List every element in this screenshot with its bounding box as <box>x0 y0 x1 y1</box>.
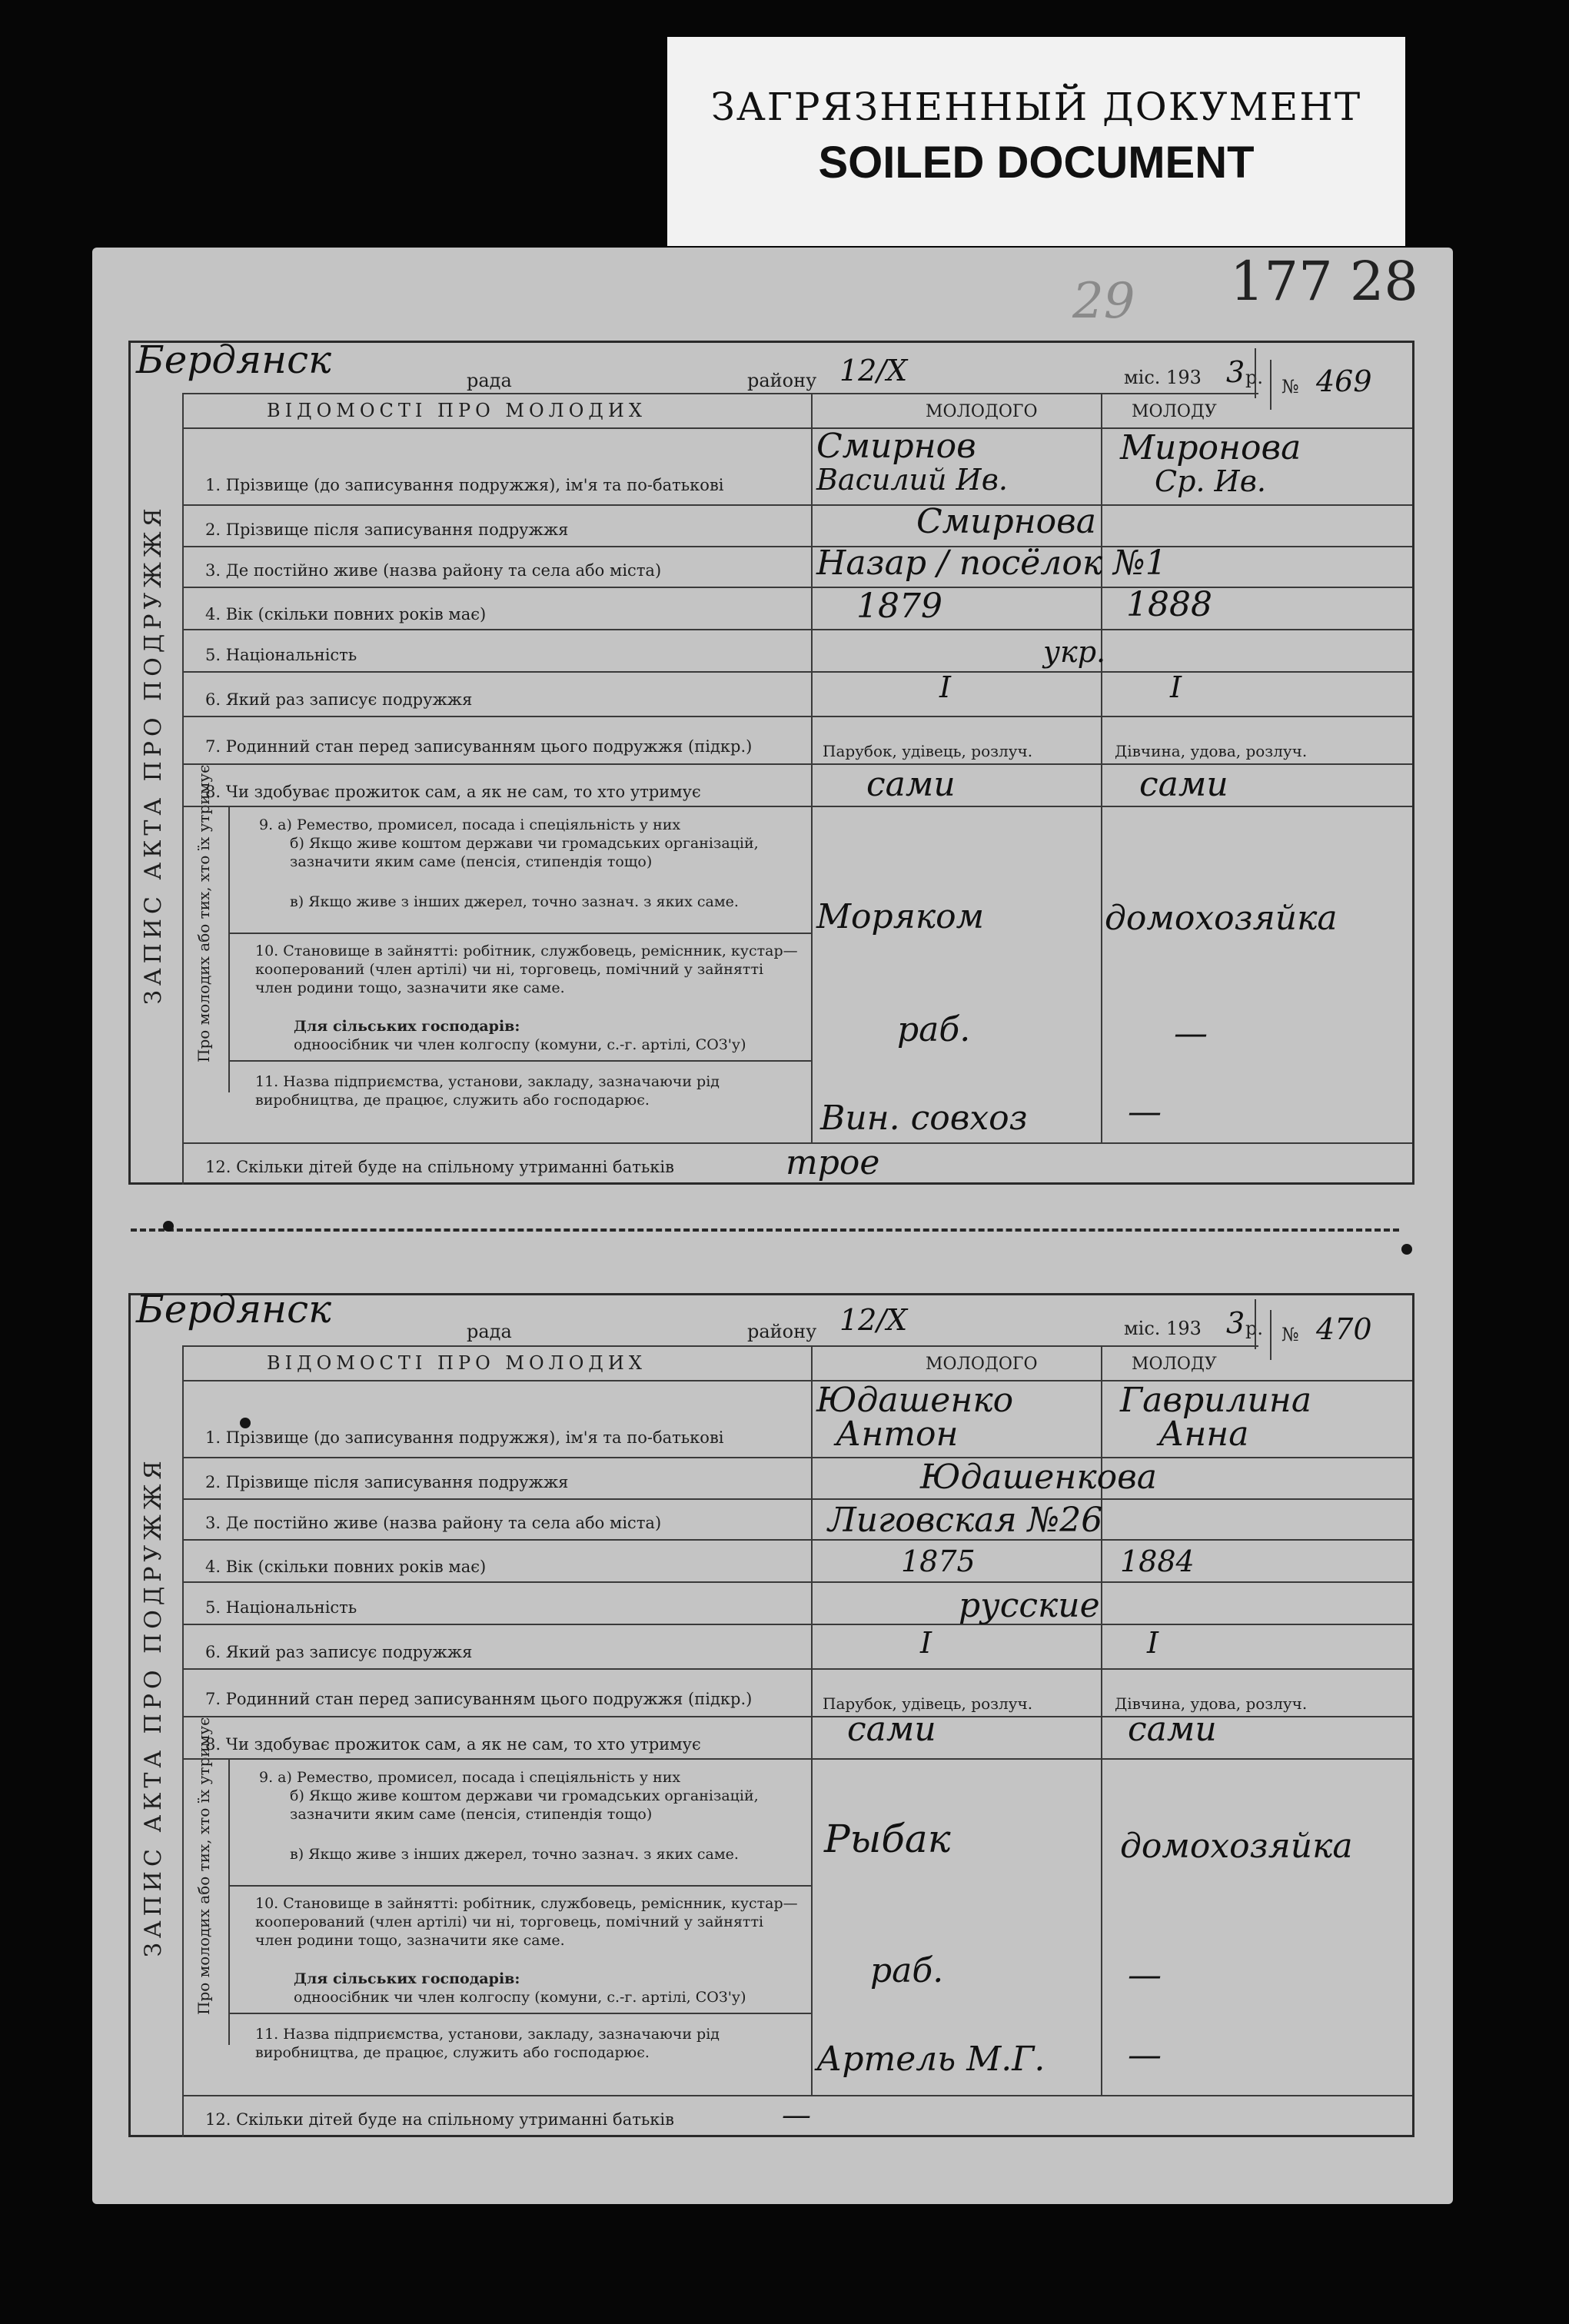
record-date: 12/X <box>839 1303 908 1337</box>
bride-status: — <box>1128 1956 1162 1995</box>
field-label-trade: 9. а) Ремество, промисел, посада і спеціяльність у них <box>259 816 681 833</box>
council-label: рада <box>467 370 512 391</box>
groom-times: I <box>920 1626 932 1660</box>
field-label-support: 8. Чи здобуває прожиток сам, а як не сам, то хто утримує <box>205 1735 701 1754</box>
council-name: Бердянск <box>136 337 331 382</box>
bride-status-options: Дівчина, удова, розлуч. <box>1115 1694 1308 1713</box>
number-label: № <box>1281 1324 1299 1345</box>
label-english: SOILED DOCUMENT <box>818 138 1255 188</box>
bride-status-options: Дівчина, удова, розлуч. <box>1115 742 1308 760</box>
field-label-children: 12. Скільки дітей буде на спільному утриманні батьків <box>205 1158 674 1176</box>
bride-times: I <box>1147 1626 1159 1660</box>
new-surname: Смирнова <box>916 502 1096 541</box>
bride-name-line2: Анна <box>1158 1415 1249 1454</box>
nationality: укр. <box>1043 635 1106 669</box>
field-label-residence: 3. Де постійно живе (назва району та села або міста) <box>205 561 662 580</box>
month-label: міс. 193 <box>1124 1318 1202 1339</box>
field-label-other-income: в) Якщо живе з інших джерел, точно зазнач. з яких саме. <box>290 893 739 910</box>
year-digit: 3 <box>1226 1306 1245 1340</box>
field-label-farmers: Для сільських господарів: <box>294 1018 520 1035</box>
groom-support: сами <box>847 1710 936 1749</box>
groom-residence: Назар / посёлок №1 <box>816 544 1167 583</box>
field-label-children: 12. Скільки дітей буде на спільному утриманні батьків <box>205 2110 674 2129</box>
field-label-times: 6. Який раз записує подружжя <box>205 1643 473 1661</box>
field-label-times: 6. Який раз записує подружжя <box>205 690 473 709</box>
number-label: № <box>1281 376 1299 397</box>
year-digit: 3 <box>1226 355 1245 389</box>
bride-name-line1: Миронова <box>1120 428 1301 467</box>
field-label-nationality: 5. Національність <box>205 646 357 664</box>
groom-age: 1879 <box>856 587 942 626</box>
bride-status: — <box>1174 1014 1208 1053</box>
field-label-age: 4. Вік (скільки повних років має) <box>205 1558 487 1576</box>
groom-workplace: Артель М.Г. <box>816 2040 1045 2079</box>
field-label-state-support: б) Якщо живе коштом держави чи громадських організацій, зазначити яким саме (пенсія, стипендія тощо) <box>290 835 759 870</box>
field-label-name: 1. Прізвище (до записування подружжя), ім'я та по-батькові <box>205 476 724 494</box>
marriage-record-2 <box>128 1287 1414 2137</box>
field-label-occupation-status: 10. Становище в зайнятті: робітник, службовець, реміснник, кустар—кооперований (член артілі) чи ні, торговець, помічний у зайнятті член родини тощо, зазначити яке саме. <box>255 1895 798 1949</box>
groom-times: I <box>939 670 952 704</box>
ink-speck <box>163 1221 174 1232</box>
district-label: району <box>747 370 817 391</box>
bride-support: сами <box>1128 1710 1217 1749</box>
field-label-other-income: в) Якщо живе з інших джерел, точно зазнач. з яких саме. <box>290 1846 739 1863</box>
label-russian: ЗАГРЯЗНЕННЫЙ ДОКУМЕНТ <box>710 85 1362 129</box>
section-heading: ВІДОМОСТІ ПРО МОЛОДИХ <box>267 400 647 421</box>
side-title: ЗАПИС АКТА ПРО ПОДРУЖЖЯ <box>140 1456 167 1957</box>
cut-line <box>131 1228 1399 1232</box>
side-subtitle: Про молодих або тих, хто їх утримує <box>194 1717 213 2015</box>
groom-status: раб. <box>870 1951 944 1990</box>
record-number: 469 <box>1316 364 1372 398</box>
field-label-workplace: 11. Назва підприємства, установи, закладу, зазначаючи рід виробництва, де працює, служить або господарює. <box>255 2026 720 2061</box>
page-number: 29 <box>1072 273 1135 330</box>
district-label: району <box>747 1321 817 1342</box>
section-heading: ВІДОМОСТІ ПРО МОЛОДИХ <box>267 1352 647 1374</box>
groom-occupation: Рыбак <box>824 1817 951 1861</box>
field-label-name: 1. Прізвище (до записування подружжя), ім'я та по-батькові <box>205 1428 724 1447</box>
year-suffix: р. <box>1245 367 1263 388</box>
field-label-nationality: 5. Національність <box>205 1598 357 1617</box>
groom-name-line1: Юдашенко <box>816 1381 1014 1420</box>
new-surname: Юдашенкова <box>920 1458 1157 1497</box>
field-label-farmers-detail: одноосібник чи член колгоспу (комуни, с.-г. артілі, СОЗ'у) <box>294 1036 746 1053</box>
children-count: трое <box>786 1143 880 1182</box>
marriage-record-1 <box>128 337 1414 1185</box>
record-date: 12/X <box>839 354 908 387</box>
record-number: 470 <box>1316 1312 1372 1346</box>
side-title: ЗАПИС АКТА ПРО ПОДРУЖЖЯ <box>140 504 167 1005</box>
groom-column-head: МОЛОДОГО <box>926 402 1038 421</box>
children-count: — <box>782 2098 811 2132</box>
field-label-marital-status: 7. Родинний стан перед записуванням цього подружжя (підкр.) <box>205 737 753 756</box>
bride-workplace: — <box>1128 1092 1162 1132</box>
groom-residence: Лиговская №26 <box>828 1501 1103 1540</box>
field-label-trade: 9. а) Ремество, промисел, посада і спеціяльність у них <box>259 1769 681 1786</box>
year-suffix: р. <box>1245 1318 1263 1339</box>
bride-age: 1888 <box>1126 585 1212 624</box>
side-subtitle: Про молодих або тих, хто їх утримує <box>194 764 213 1062</box>
field-label-farmers: Для сільських господарів: <box>294 1970 520 1987</box>
groom-status: раб. <box>897 1010 971 1049</box>
field-label-new-surname: 2. Прізвище після записування подружжя <box>205 1473 569 1491</box>
groom-name-line2: Василий Ив. <box>816 463 1008 497</box>
bride-occupation: домохозяйка <box>1120 1827 1353 1866</box>
groom-support: сами <box>866 765 956 804</box>
groom-column-head: МОЛОДОГО <box>926 1355 1038 1374</box>
bride-support: сами <box>1139 765 1228 804</box>
council-label: рада <box>467 1321 512 1342</box>
bride-times: I <box>1170 670 1182 704</box>
field-label-residence: 3. Де постійно живе (назва району та села або міста) <box>205 1514 662 1532</box>
field-label-occupation-status: 10. Становище в зайнятті: робітник, службовець, реміснник, кустар—кооперований (член артілі) чи ні, торговець, помічний у зайнятті член родини тощо, зазначити яке саме. <box>255 943 798 996</box>
ink-speck <box>240 1418 251 1428</box>
field-label-farmers-detail: одноосібник чи член колгоспу (комуни, с.-г. артілі, СОЗ'у) <box>294 1989 746 2006</box>
groom-name-line2: Антон <box>836 1415 959 1454</box>
groom-occupation: Моряком <box>816 897 985 936</box>
field-label-state-support: б) Якщо живе коштом держави чи громадських організацій, зазначити яким саме (пенсія, стипендія тощо) <box>290 1787 759 1823</box>
nationality: русские <box>959 1586 1100 1625</box>
bride-age: 1884 <box>1120 1544 1195 1578</box>
groom-age: 1875 <box>901 1544 976 1578</box>
ink-speck <box>1401 1244 1412 1255</box>
bride-column-head: МОЛОДУ <box>1132 1355 1217 1374</box>
soiled-document-label <box>667 37 1405 246</box>
field-label-new-surname: 2. Прізвище після записування подружжя <box>205 520 569 539</box>
field-label-support: 8. Чи здобуває прожиток сам, а як не сам, то хто утримує <box>205 783 701 801</box>
bride-workplace: — <box>1128 2036 1162 2075</box>
groom-name-line1: Смирнов <box>816 427 976 466</box>
bride-column-head: МОЛОДУ <box>1132 402 1217 421</box>
field-label-marital-status: 7. Родинний стан перед записуванням цього подружжя (підкр.) <box>205 1690 753 1708</box>
bride-name-line2: Ср. Ив. <box>1155 464 1266 498</box>
groom-status-options: Парубок, удівець, розлуч. <box>823 1694 1033 1713</box>
field-label-workplace: 11. Назва підприємства, установи, закладу, зазначаючи рід виробництва, де працює, служить або господарює. <box>255 1073 720 1109</box>
council-name: Бердянск <box>136 1287 331 1332</box>
bride-occupation: домохозяйка <box>1105 899 1338 938</box>
bride-name-line1: Гаврилина <box>1120 1381 1312 1420</box>
archive-number: 177 28 <box>1230 250 1418 313</box>
groom-workplace: Вин. совхоз <box>820 1099 1028 1138</box>
field-label-age: 4. Вік (скільки повних років має) <box>205 605 487 623</box>
groom-status-options: Парубок, удівець, розлуч. <box>823 742 1033 760</box>
month-label: міс. 193 <box>1124 367 1202 388</box>
